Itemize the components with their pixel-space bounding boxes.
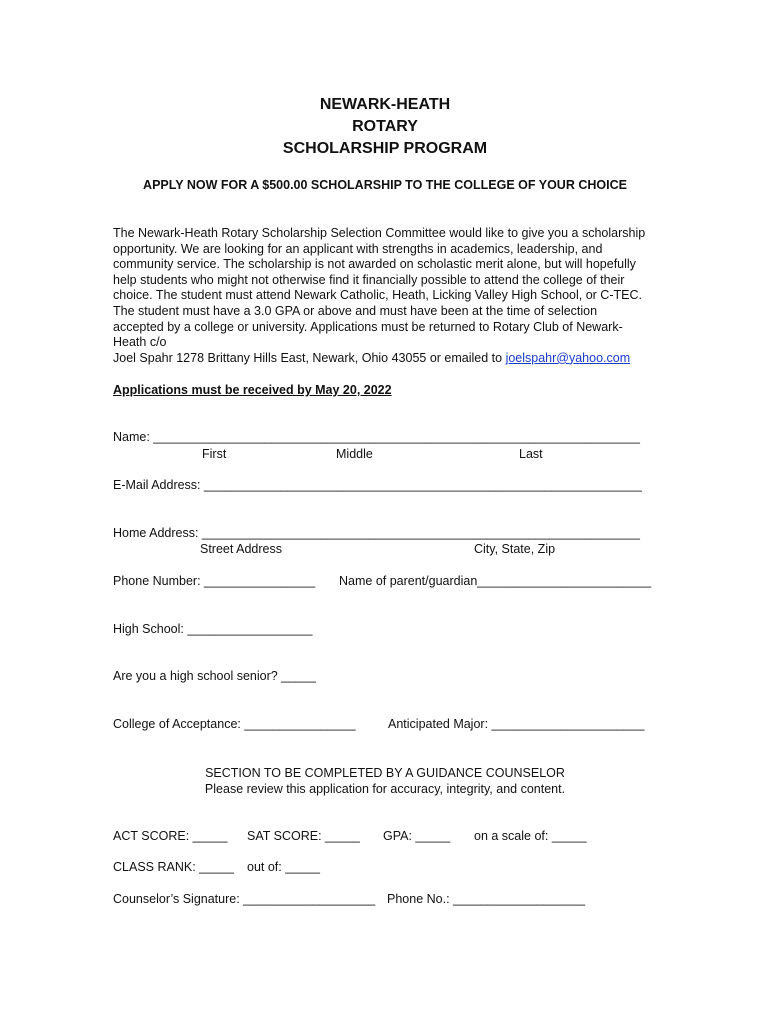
college-field[interactable]: College of Acceptance: ________________ (113, 717, 356, 731)
senior-field[interactable]: Are you a high school senior? _____ (113, 669, 316, 683)
gpa-field[interactable]: GPA: _____ (383, 829, 451, 843)
intro-line: The Newark-Heath Rotary Scholarship Selection Committee would like to give you a scholarship (113, 226, 646, 240)
name-first-label: First (202, 447, 227, 461)
counselor-instruction: Please review this application for accuracy, integrity, and content. (204, 782, 566, 796)
major-field[interactable]: Anticipated Major: ______________________ (388, 717, 645, 731)
intro-line: choice. The student must attend Newark Catholic, Heath, Licking Valley High School, or C-TEC. (113, 288, 642, 303)
counselor-signature-field[interactable]: Counselor’s Signature: ___________________ (113, 892, 376, 906)
parent-guardian-field[interactable]: Name of parent/guardian_________________________ (339, 574, 652, 588)
class-rank-field[interactable]: CLASS RANK: _____ (113, 860, 234, 874)
intro-line: help students who might not otherwise find it financially possible to attend the college of their (113, 272, 625, 287)
gpa-scale-field[interactable]: on a scale of: _____ (474, 829, 587, 843)
city-state-zip-label: City, State, Zip (474, 542, 556, 556)
title-line-1: NEWARK-HEATH (319, 96, 451, 113)
deadline-notice: Applications must be received by May 20, 2022 (113, 383, 392, 397)
subtitle: APPLY NOW FOR A $500.00 SCHOLARSHIP TO THE COLLEGE OF YOUR CHOICE (143, 178, 627, 192)
phone-field[interactable]: Phone Number: ________________ (113, 574, 316, 588)
intro-line: accepted by a college or university. Applications must be returned to Rotary Club of Newark- (113, 319, 623, 334)
out-of-field[interactable]: out of: _____ (247, 860, 320, 874)
title-line-2: ROTARY (352, 118, 418, 135)
name-last-label: Last (519, 447, 543, 461)
name-middle-label: Middle (336, 447, 373, 461)
name-field[interactable]: Name: ______________________________________________________________________ (113, 430, 640, 444)
email-field[interactable]: E-Mail Address: _______________________________________________________________ (113, 478, 642, 492)
intro-line-address (113, 351, 658, 367)
intro-line: opportunity. We are looking for an applicant with strengths in academics, leadership, and (113, 241, 603, 256)
counselor-phone-field[interactable]: Phone No.: ___________________ (387, 892, 586, 906)
sat-score-field[interactable]: SAT SCORE: _____ (247, 829, 360, 843)
intro-line: Heath c/o (113, 335, 167, 350)
counselor-heading: SECTION TO BE COMPLETED BY A GUIDANCE COUNSELOR (205, 766, 565, 780)
act-score-field[interactable]: ACT SCORE: _____ (113, 829, 228, 843)
street-address-label: Street Address (200, 542, 282, 556)
intro-paragraph (113, 226, 658, 366)
intro-line: The student must have a 3.0 GPA or above and must have been at the time of selection (113, 303, 598, 318)
address-text: Joel Spahr 1278 Brittany Hills East, Newark, Ohio 43055 or emailed to (113, 350, 506, 365)
high-school-field[interactable]: High School: __________________ (113, 622, 313, 636)
intro-line: community service. The scholarship is not awarded on scholastic merit alone, but will hopefully (113, 257, 636, 272)
home-address-field[interactable]: Home Address: _______________________________________________________________ (113, 526, 640, 540)
email-link[interactable]: joelspahr@yahoo.com (505, 350, 631, 365)
title-line-3: SCHOLARSHIP PROGRAM (282, 140, 488, 157)
